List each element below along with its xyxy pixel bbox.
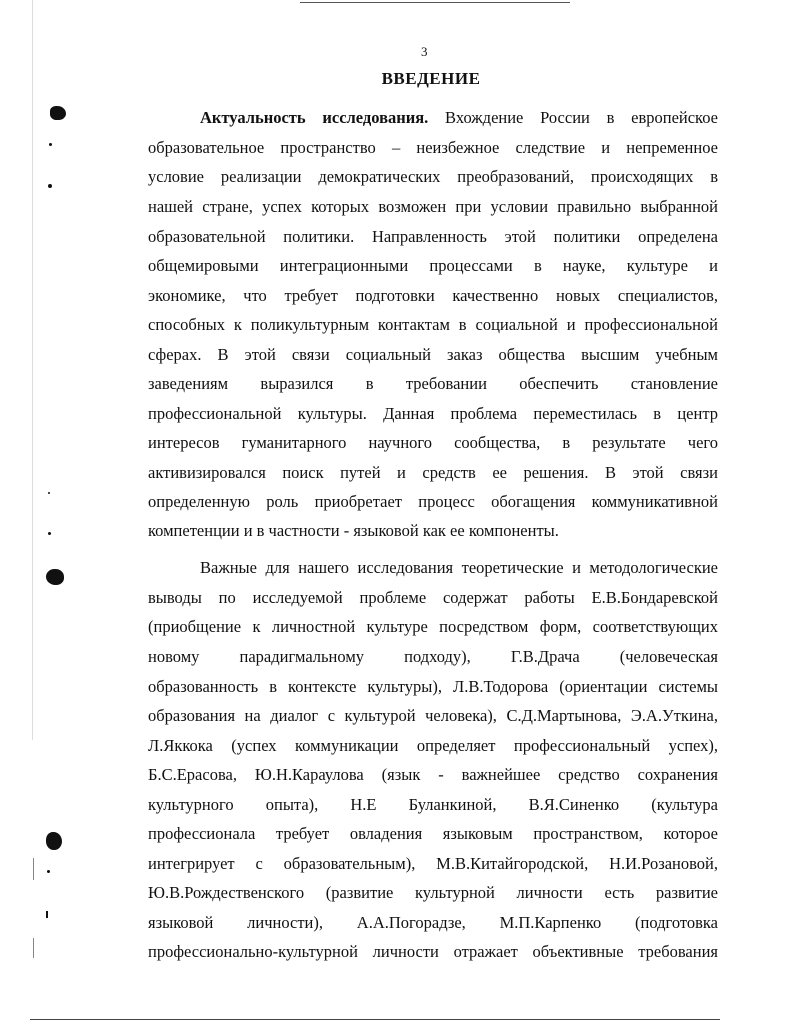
- paragraph-2-line: образованность в контексте культуры), Л.В.Тодорова (ориентации системы: [148, 677, 718, 696]
- paragraph-2-line: образования на диалог с культурой человека), С.Д.Мартынова, Э.А.Уткина,: [148, 706, 718, 725]
- paragraph-2-line: языковой личности), А.А.Погорадзе, М.П.Карпенко (подготовка: [148, 913, 718, 932]
- scan-speck: [48, 532, 51, 535]
- paragraph-1-line-1: [200, 108, 718, 128]
- paragraph-1-line: заведениям выразился в требовании обеспечить становление: [148, 374, 718, 393]
- paragraph-2-line: культурного опыта), Н.Е Буланкиной, В.Я.Синенко (культура: [148, 795, 718, 814]
- paragraph-2-line: профессионала требует овладения языковым пространством, которое: [148, 824, 718, 843]
- paragraph-1-line: условие реализации демократических преобразований, происходящих в: [148, 167, 718, 186]
- paragraph-1-line-last: компетенции и в частности - языковой как ее компоненты.: [148, 521, 559, 540]
- scan-mark: [33, 938, 34, 958]
- paragraph-1-line: сферах. В этой связи социальный заказ общества высшим учебным: [148, 345, 718, 364]
- scan-blot: [50, 106, 66, 120]
- paragraph-1-line: экономике, что требует подготовки качественно новых специалистов,: [148, 286, 718, 305]
- paragraph-2-line-1: Важные для нашего исследования теоретические и методологические: [200, 558, 718, 577]
- paragraph-1-line: активизировался поиск путей и средств ее решения. В этой связи: [148, 463, 718, 482]
- paragraph-2-line: выводы по исследуемой проблеме содержат работы Е.В.Бондаревской: [148, 588, 718, 607]
- scan-speck: [49, 143, 52, 146]
- scan-mark: [33, 858, 34, 880]
- scan-edge-bottom: [30, 1019, 720, 1020]
- paragraph-1-line: интересов гуманитарного научного сообщества, в результате чего: [148, 433, 718, 452]
- paragraph-2-line: профессионально-культурной личности отражает объективные требования: [148, 942, 718, 961]
- paragraph-1-line: образовательное пространство – неизбежное следствие и непременное: [148, 138, 718, 157]
- scan-speck: [47, 870, 50, 873]
- paragraph-2-line: Ю.В.Рождественского (развитие культурной личности есть развитие: [148, 883, 718, 902]
- paragraph-1-line: способных к поликультурным контактам в социальной и профессиональной: [148, 315, 718, 334]
- scan-speck: [48, 492, 50, 494]
- page-number: 3: [421, 44, 428, 59]
- paragraph-1-lead: Актуальность исследования.: [200, 108, 429, 127]
- paragraph-1-line-1-text: Вхождение России в европейское: [428, 108, 718, 127]
- paragraph-1-line: образовательной политики. Направленность этой политики определена: [148, 227, 718, 246]
- scan-blot: [46, 832, 62, 850]
- paragraph-2-line: Л.Яккока (успех коммуникации определяет профессиональный успех),: [148, 736, 718, 755]
- scan-speck: [46, 911, 48, 918]
- page-title: ВВЕДЕНИЕ: [381, 69, 481, 88]
- paragraph-2-line: интегрирует с образовательным), М.В.Китайгородской, Н.И.Розановой,: [148, 854, 718, 873]
- scan-edge-top: [300, 2, 570, 3]
- paragraph-1-line: общемировыми интеграционными процессами в науке, культуре и: [148, 256, 718, 275]
- scan-edge-left: [32, 0, 33, 740]
- paragraph-1-line: профессиональной культуры. Данная проблема переместилась в центр: [148, 404, 718, 423]
- paragraph-2-line: Б.С.Ерасова, Ю.Н.Караулова (язык - важнейшее средство сохранения: [148, 765, 718, 784]
- paragraph-1-line: нашей стране, успех которых возможен при условии правильно выбранной: [148, 197, 718, 216]
- paragraph-2-line: (приобщение к личностной культуре посредством форм, соответствующих: [148, 617, 718, 636]
- scan-speck: [48, 184, 52, 188]
- paragraph-2-line: новому парадигмальному подходу), Г.В.Драча (человеческая: [148, 647, 718, 666]
- paragraph-1-line: определенную роль приобретает процесс обогащения коммуникативной: [148, 492, 718, 511]
- scan-blot: [46, 569, 64, 585]
